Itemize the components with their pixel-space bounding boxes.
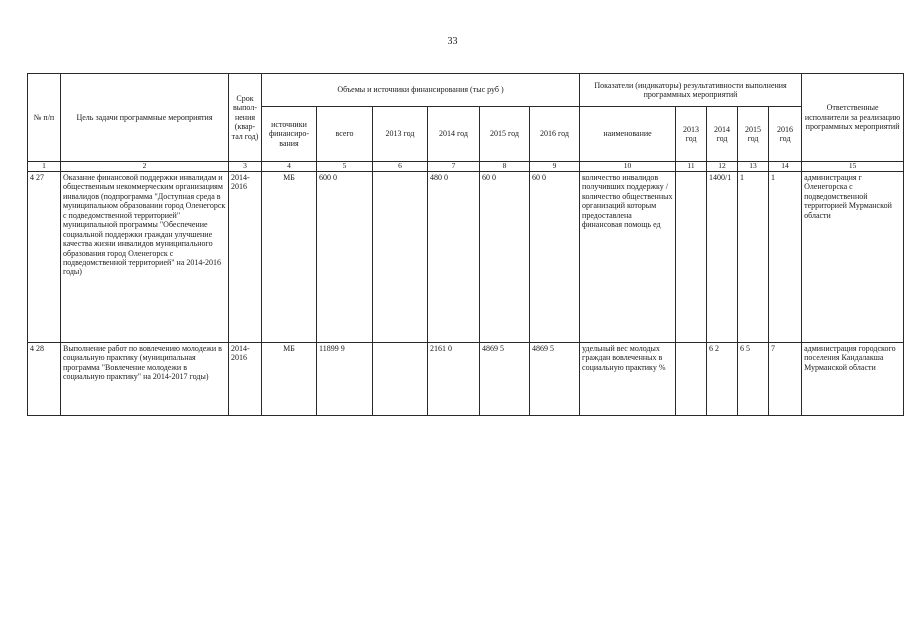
row-2016: 4869 5 bbox=[530, 343, 580, 416]
column-number: 12 bbox=[707, 162, 738, 172]
page-number: 33 bbox=[447, 36, 458, 47]
table-row bbox=[28, 172, 904, 343]
column-number: 7 bbox=[428, 162, 480, 172]
column-number: 2 bbox=[61, 162, 229, 172]
row-indicator: количество инвалидов получивших поддержку / количество общественных организаций которым предоставлена финансовая помощь ед bbox=[580, 172, 676, 343]
column-number: 4 bbox=[262, 162, 317, 172]
column-number: 8 bbox=[480, 162, 530, 172]
row-2013 bbox=[373, 172, 428, 343]
row-fin-source: МБ bbox=[262, 172, 317, 343]
row-2014: 480 0 bbox=[428, 172, 480, 343]
table-row bbox=[28, 343, 904, 416]
row-term: 2014-2016 bbox=[229, 172, 262, 343]
row-ind-2015: 6 5 bbox=[738, 343, 769, 416]
row-2015: 60 0 bbox=[480, 172, 530, 343]
program-activities-table bbox=[27, 73, 904, 416]
column-number: 15 bbox=[802, 162, 904, 172]
row-ind-2013 bbox=[676, 172, 707, 343]
header-2013: 2013 год bbox=[373, 107, 428, 162]
header-2016: 2016 год bbox=[530, 107, 580, 162]
row-fin-source: МБ bbox=[262, 343, 317, 416]
row-indicator: удельный вес молодых граждан вовлеченных в социальную практику % bbox=[580, 343, 676, 416]
header-fin-source: источники финансиро-вания bbox=[262, 107, 317, 162]
row-ind-2015: 1 bbox=[738, 172, 769, 343]
header-responsible: Ответственные исполнители за реализацию программных мероприятий bbox=[802, 74, 904, 162]
column-number: 3 bbox=[229, 162, 262, 172]
row-number: 4 28 bbox=[28, 343, 61, 416]
column-number: 9 bbox=[530, 162, 580, 172]
row-2013 bbox=[373, 343, 428, 416]
row-ind-2014: 6 2 bbox=[707, 343, 738, 416]
row-total: 11899 9 bbox=[317, 343, 373, 416]
header-total: всего bbox=[317, 107, 373, 162]
column-number: 10 bbox=[580, 162, 676, 172]
row-2015: 4869 5 bbox=[480, 343, 530, 416]
header-2015: 2015 год bbox=[480, 107, 530, 162]
row-2016: 60 0 bbox=[530, 172, 580, 343]
header-financing: Объемы и источники финансирования (тыс руб ) bbox=[262, 74, 580, 107]
row-total: 600 0 bbox=[317, 172, 373, 343]
row-term: 2014-2016 bbox=[229, 343, 262, 416]
header-ind-2015: 2015 год bbox=[738, 107, 769, 162]
row-ind-2013 bbox=[676, 343, 707, 416]
row-responsible: администрация г Оленегорска с подведомственной территорией Мурманской области bbox=[802, 172, 904, 343]
row-ind-2016: 1 bbox=[769, 172, 802, 343]
header-ind-2014: 2014 год bbox=[707, 107, 738, 162]
row-ind-2014: 1400/1 bbox=[707, 172, 738, 343]
header-indicator-name: наименование bbox=[580, 107, 676, 162]
column-number: 13 bbox=[738, 162, 769, 172]
column-number-row bbox=[28, 162, 904, 172]
header-term: Срок выпол-нения (квар-тал год) bbox=[229, 74, 262, 162]
row-goal: Выполнение работ по вовлечению молодежи в социальную практику (муниципальная программа "Вовлечение молодежи в социальную практику" на 2014-2017 годы) bbox=[61, 343, 229, 416]
header-row-number: № п/п bbox=[28, 74, 61, 162]
header-ind-2013: 2013 год bbox=[676, 107, 707, 162]
row-goal: Оказание финансовой поддержки инвалидам и общественным некоммерческим организациям инвалидов (подпрограмма "Доступная среда в муниципальном образовании город Оленегорск с подведомственной территорией" муниципальной программы "Обеспечение социальной поддержки граждан улучшение качества жизни инвалидов муниципального образования город Оленегорск с подведомственной территорией" на 2014-2016 годы) bbox=[61, 172, 229, 343]
column-number: 1 bbox=[28, 162, 61, 172]
column-number: 11 bbox=[676, 162, 707, 172]
header-ind-2016: 2016 год bbox=[769, 107, 802, 162]
header-indicators: Показатели (индикаторы) результативности выполнения программных мероприятий bbox=[580, 74, 802, 107]
row-responsible: администрация городского поселения Кандалакша Мурманской области bbox=[802, 343, 904, 416]
row-number: 4 27 bbox=[28, 172, 61, 343]
header-2014: 2014 год bbox=[428, 107, 480, 162]
row-ind-2016: 7 bbox=[769, 343, 802, 416]
column-number: 6 bbox=[373, 162, 428, 172]
column-number: 5 bbox=[317, 162, 373, 172]
row-2014: 2161 0 bbox=[428, 343, 480, 416]
column-number: 14 bbox=[769, 162, 802, 172]
header-goal: Цель задачи программные мероприятия bbox=[61, 74, 229, 162]
